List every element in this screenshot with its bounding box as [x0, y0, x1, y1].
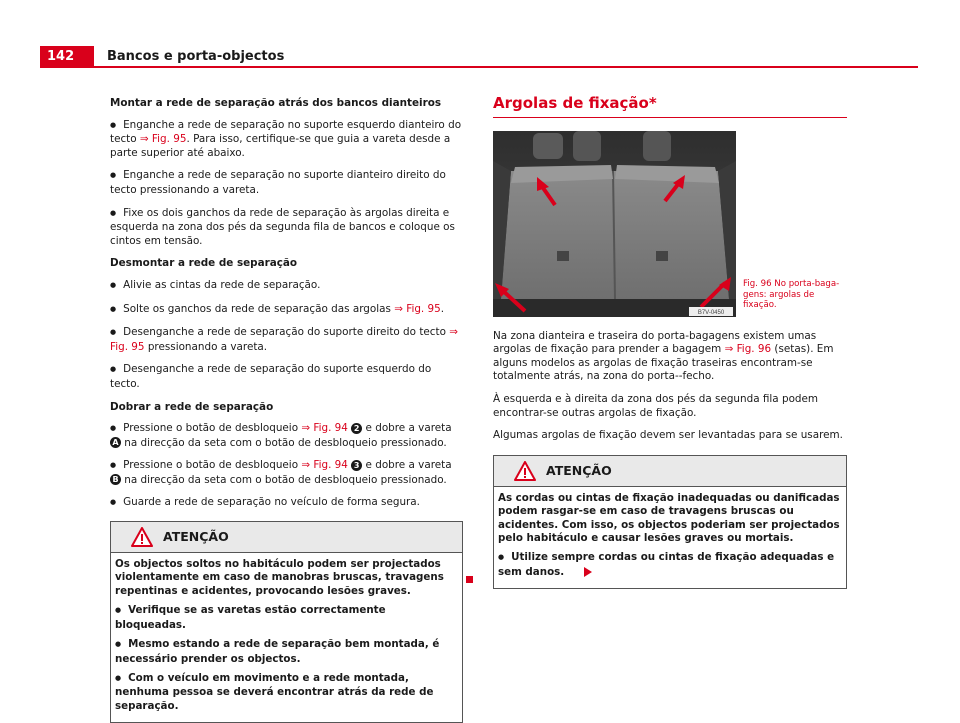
list-item: ● Guarde a rede de separação no veículo de forma segura.: [110, 496, 463, 511]
list-item: ● Solte os ganchos da rede de separação das argolas ⇒ Fig. 95.: [110, 303, 463, 318]
subheading-desmontar: Desmontar a rede de separação: [110, 257, 298, 270]
subheading-dobrar: Dobrar a rede de separação: [110, 400, 274, 413]
list-item: ● Com o veículo em movimento e a rede montada, nenhuma pessoa se deverá encontrar atrás da rede de separação.: [115, 672, 458, 713]
trunk-photo: [493, 131, 736, 317]
warning-box: [493, 455, 847, 589]
paragraph: À esquerda e à direita da zona dos pés da segunda fila podem encontrar-se outras argolas de fixação.: [493, 392, 819, 419]
list-item: ● Desenganche a rede de separação do suporte esquerdo do tecto.: [110, 363, 463, 391]
section-end-marker: [466, 576, 473, 583]
figure-reference-link[interactable]: ⇒ Fig. 94: [301, 422, 348, 435]
callout-letter-badge: A: [110, 437, 121, 448]
figure-reference-link[interactable]: ⇒ Fig. 96: [724, 343, 772, 356]
callout-letter-badge: B: [110, 474, 121, 485]
warning-header: [111, 522, 462, 553]
subheading-montar: Montar a rede de separação atrás dos bancos dianteiros: [110, 97, 442, 109]
section-title: Argolas de fixação*: [493, 94, 657, 112]
warning-header: [494, 456, 846, 487]
warning-box: [110, 521, 463, 723]
callout-number-badge: 2: [351, 423, 362, 434]
warning-body: As cordas ou cintas de fixação inadequadas ou danificadas podem rasgar-se em caso de travagens bruscas ou acidentes. Com isso, os objectos poderiam ser projectados pelo habitáculo e causar lesões graves ou mortais. ● Utilize sempre cordas ou cintas de fixação adequadas e sem danos.: [494, 487, 846, 588]
figure: [493, 131, 847, 317]
figure-reference-link[interactable]: ⇒ Fig. 94: [301, 459, 348, 472]
list-item: ● Utilize sempre cordas ou cintas de fixação adequadas e sem danos.: [498, 551, 842, 579]
figure-caption: Fig. 96 No porta-baga-gens: argolas de fixação.: [743, 279, 840, 311]
list-item: ● Desenganche a rede de separação do suporte direito do tecto ⇒ Fig. 95 pressionando a vareta.: [110, 326, 463, 354]
header-rule: [94, 66, 918, 68]
page-header-title: Bancos e porta-objectos: [107, 49, 285, 64]
figure-reference-link[interactable]: ⇒ Fig. 95: [139, 133, 187, 146]
paragraph: Algumas argolas de fixação devem ser levantadas para se usarem.: [493, 429, 843, 442]
figure-code: B7V-0450: [697, 309, 725, 316]
list-item: ● Alivie as cintas da rede de separação.: [110, 279, 463, 294]
callout-number-badge: 3: [351, 460, 362, 471]
warning-triangle-icon: [131, 527, 153, 547]
paragraph: Na zona dianteira e traseira do porta-bagagens existem umas argolas de fixação para prender a bagagem ⇒ Fig. 96 (setas). Em alguns modelos as argolas de fixação traseiras encontram-se totalmente atrás, na zona do porta--fecho.: [493, 329, 834, 383]
warning-title: ATENÇÃO: [546, 462, 612, 478]
list-item: ● Fixe os dois ganchos da rede de separação às argolas direita e esquerda na zona dos pés da segunda fila de bancos e coloque os cintos em tensão.: [110, 207, 463, 249]
warning-title: ATENÇÃO: [163, 529, 229, 545]
list-item: ● Pressione o botão de desbloqueio ⇒ Fig. 94 2 e dobre a vareta A na direcção da seta com o botão de desbloqueio pressionado.: [110, 422, 463, 450]
list-item: ● Enganche a rede de separação no suporte esquerdo dianteiro do tecto ⇒ Fig. 95. Para isso, certifique-se que guia a vareta desde a parte superior até abaixo.: [110, 119, 463, 161]
section-rule: [493, 117, 847, 118]
page-number: 142: [40, 46, 94, 68]
warning-body: Os objectos soltos no habitáculo podem ser projectados violentamente em caso de manobras bruscas, travagens repentinas e acidentes, provocando lesões graves. ● Verifique se as varetas estão correctamente bloqueadas. ● Mesmo estando a rede de separação bem montada, é necessário prender os objectos. ● Com o veículo em movimento e a rede montada, nenhuma pessoa se deverá encontrar atrás da rede de separação.: [111, 553, 462, 722]
figure-reference-link[interactable]: ⇒ Fig. 95: [394, 302, 441, 315]
list-item: ● Pressione o botão de desbloqueio ⇒ Fig. 94 3 e dobre a vareta B na direcção da seta com o botão de desbloqueio pressionado.: [110, 459, 463, 487]
warning-triangle-icon: [514, 461, 536, 481]
list-item: ● Enganche a rede de separação no suporte dianteiro direito do tecto pressionando a vareta.: [110, 169, 463, 197]
list-item: ● Mesmo estando a rede de separação bem montada, é necessário prender os objectos.: [115, 638, 458, 666]
continue-arrow-icon: [584, 567, 592, 577]
list-item: ● Verifique se as varetas estão correctamente bloqueadas.: [115, 604, 458, 632]
left-column: [110, 97, 463, 723]
figure-reference-link[interactable]: ⇒ Fig. 95: [110, 326, 458, 353]
right-column: [493, 94, 847, 589]
